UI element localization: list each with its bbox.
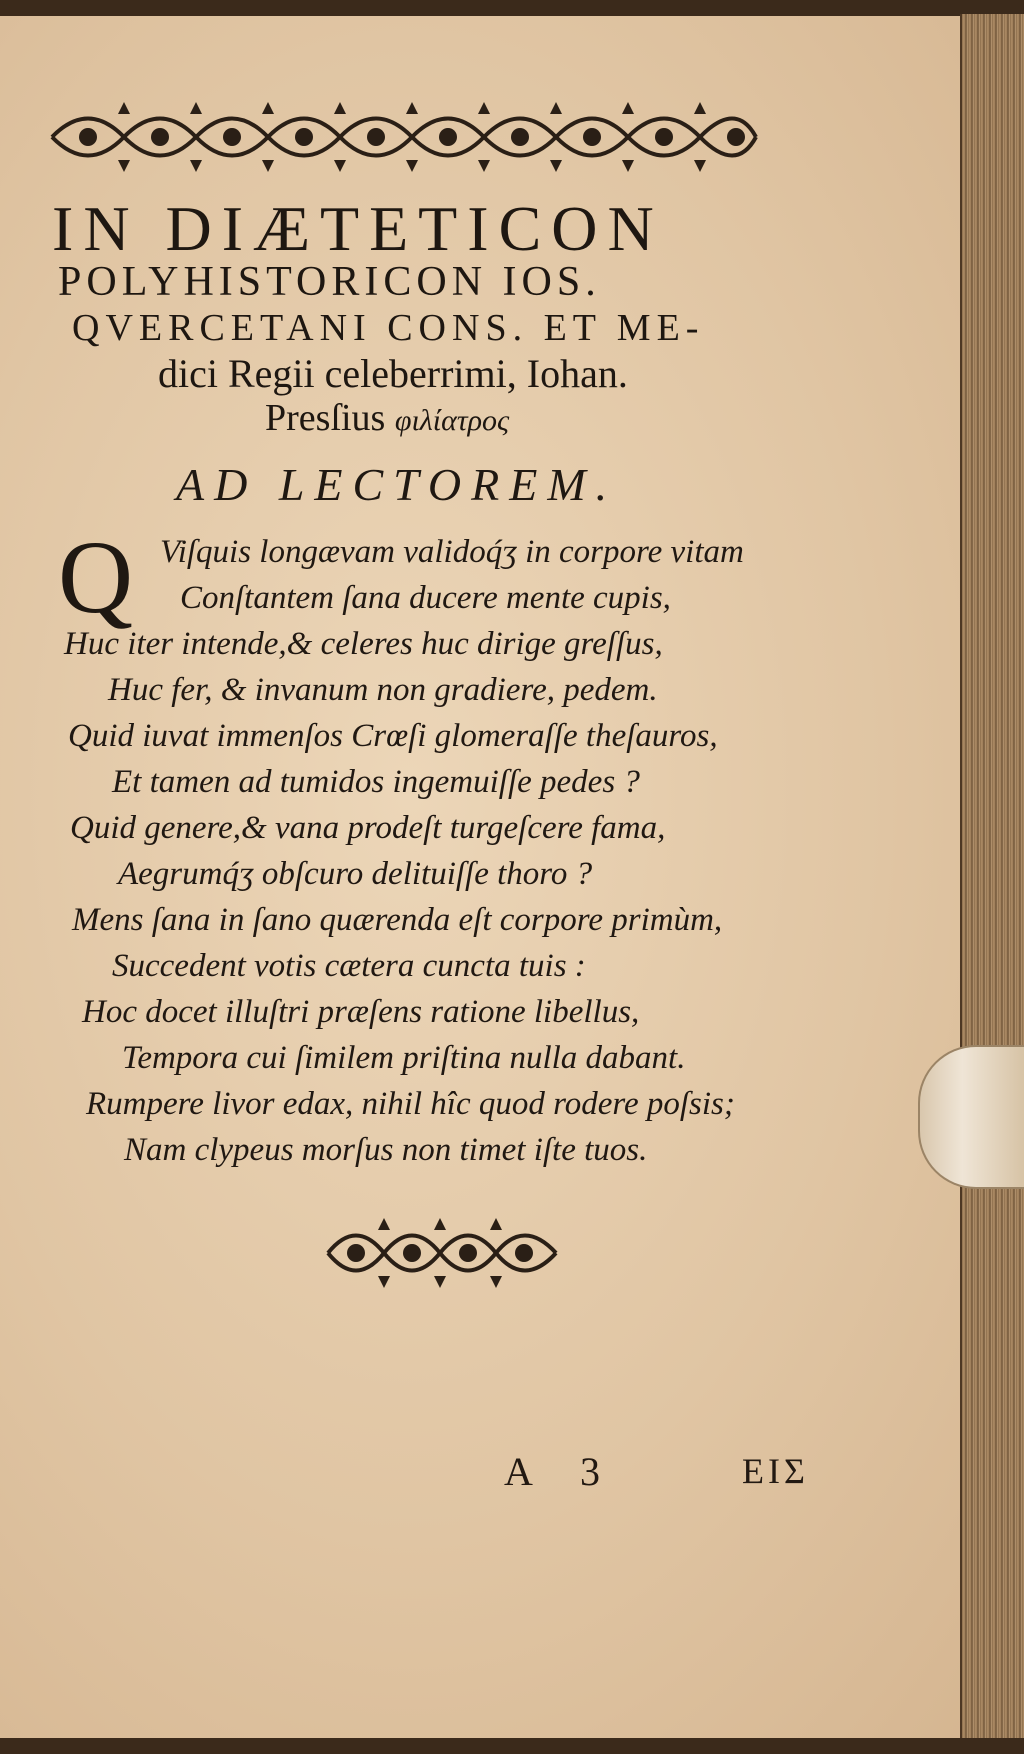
scan-border-bottom [0, 1738, 1024, 1754]
verse-line: Hoc docet illuſtri præſens ratione libellus, [82, 994, 640, 1030]
signature-mark-number: 3 [580, 1449, 600, 1494]
verse-line: Mens ſana in ſano quærenda eſt corpore primùm, [72, 902, 723, 938]
title-line-3: QVERCETANI CONS. ET ME- [72, 307, 705, 349]
verse-line: Nam clypeus morſus non timet iſte tuos. [124, 1132, 648, 1168]
signature-mark-letter: A [504, 1449, 533, 1494]
verse-line: Tempora cui ſimilem priſtina nulla dabant. [122, 1040, 686, 1076]
author-epithet: φιλίατρος [394, 404, 510, 437]
verse-line: Rumpere livor edax, nihil hîc quod rodere poſsis; [86, 1086, 735, 1122]
verse-line: Aegrumq́ʒ obſcuro delituiſſe thoro ? [118, 856, 593, 892]
author-name: Presſius [265, 397, 386, 439]
verse-line: Quid iuvat immenſos Crœſi glomeraſſe theſauros, [68, 718, 718, 754]
section-heading: AD LECTOREM. [176, 459, 618, 510]
bottom-ornament [322, 1210, 562, 1296]
verse-line: Viſquis longævam validoq́ʒ in corpore vitam [160, 534, 744, 570]
drop-capital: Q [58, 520, 134, 635]
scan-border-top [0, 0, 1024, 16]
page-clip [918, 1045, 1024, 1189]
verse-line: Huc iter intende,& celeres huc dirige greſſus, [64, 626, 663, 662]
title-line-1: IN DIÆTETICON [52, 193, 664, 264]
title-line-2: POLYHISTORICON IOS. [58, 259, 601, 305]
verse-line: Huc fer, & invanum non gradiere, pedem. [108, 672, 658, 708]
page-edges [960, 14, 1024, 1740]
verse-line: Succedent votis cætera cuncta tuis : [112, 948, 586, 984]
title-line-4: dici Regii celeberrimi, Iohan. [158, 351, 628, 396]
top-ornament-band [48, 96, 760, 178]
verse-line: Quid genere,& vana prodeſt turgeſcere fama, [70, 810, 666, 846]
verse-line: Et tamen ad tumidos ingemuiſſe pedes ? [112, 764, 640, 800]
title-line-5 [265, 396, 509, 440]
catchword: ΕΙΣ [742, 1451, 809, 1491]
verse-line: Conſtantem ſana ducere mente cupis, [180, 580, 671, 616]
